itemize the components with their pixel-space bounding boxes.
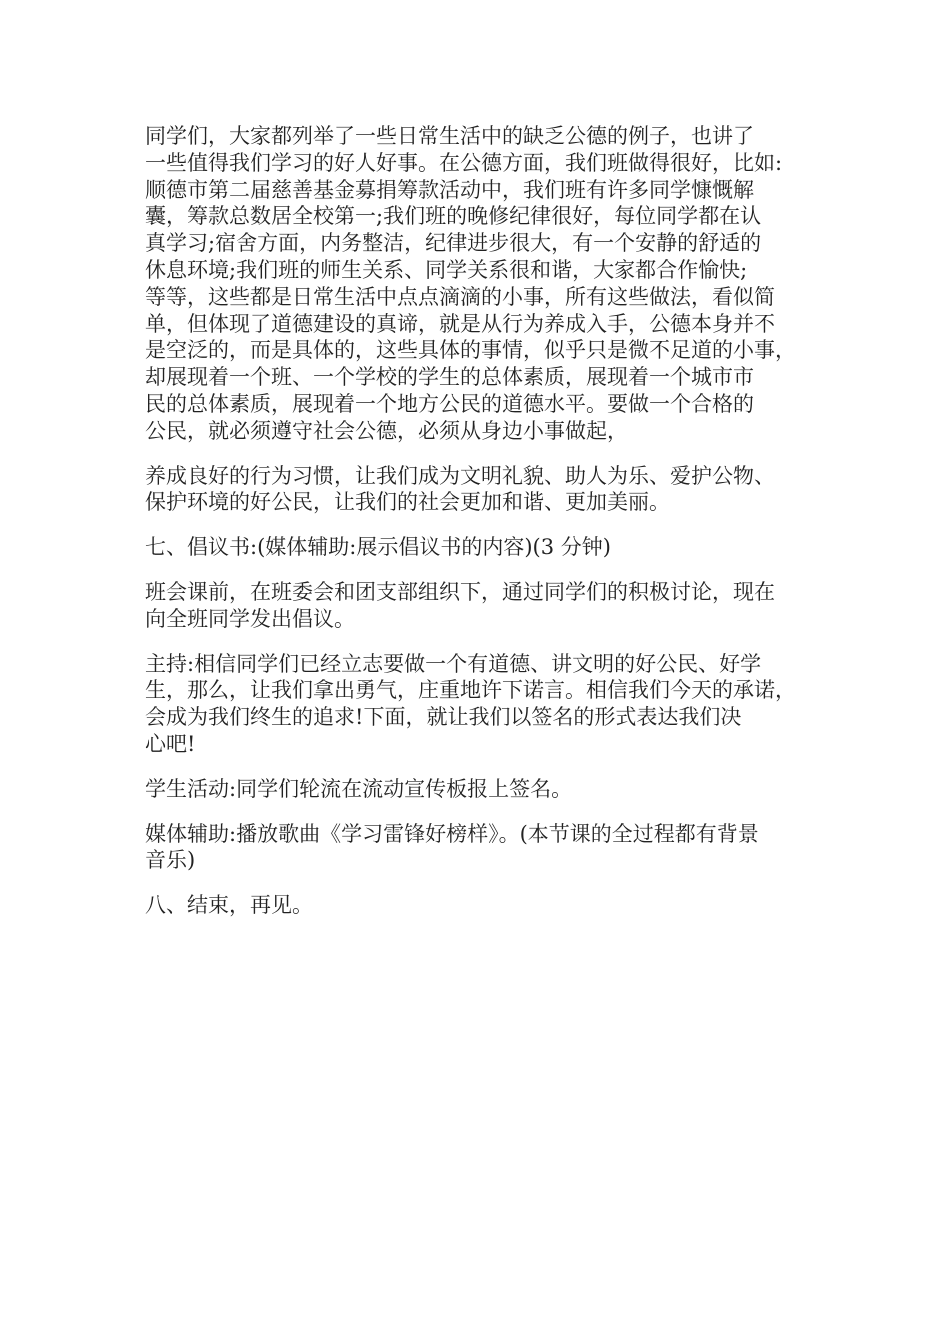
document-body bbox=[145, 123, 815, 937]
paragraph-public-morality: 同学们，大家都列举了一些日常生活中的缺乏公德的例子，也讲了 一些值得我们学习的好人好事。在公德方面，我们班做得很好，比如: 顺德市第二届慈善基金募捐筹款活动中，我们班有许多同学慷慨解 囊，筹款总数居全校第一;我们班的晚修纪律很好，每位同学都在认 真学习;宿舍方面，内务整洁，纪律进步很大，有一个安静的舒适的 休息环境;我们班的师生关系、同学关系很和谐，大家都合作愉快; 等等，这些都是日常生活中点点滴滴的小事，所有这些做法，看似简 单，但体现了道德建设的真谛，就是从行为养成入手，公德本身并不 是空泛的，而是具体的，这些具体的事情，似乎只是微不足道的小事， 却展现着一个班、一个学校的学生的总体素质，展现着一个城市市 民的总体素质，展现着一个地方公民的道德水平。要做一个合格的 公民，就必须遵守社会公德，必须从身边小事做起， bbox=[145, 124, 796, 443]
paragraph-host-speech: 主持:相信同学们已经立志要做一个有道德、讲文明的好公民、好学 生，那么，让我们拿出勇气，庄重地许下诺言。相信我们今天的承诺， 会成为我们终生的追求!下面，就让我们以签名的形式表达我们决 心吧! bbox=[145, 651, 796, 756]
paragraph-media-support: 媒体辅助:播放歌曲《学习雷锋好榜样》。(本节课的全过程都有背景 音乐) bbox=[145, 821, 759, 873]
section-heading-ending: 八、结束，再见。 bbox=[145, 893, 313, 918]
paragraph-student-activity: 学生活动:同学们轮流在流动宣传板报上签名。 bbox=[145, 776, 573, 801]
paragraph-good-habits: 养成良好的行为习惯，让我们成为文明礼貌、助人为乐、爱护公物、 保护环境的好公民，让我们的社会更加和谐、更加美丽。 bbox=[145, 463, 775, 515]
paragraph-proposal-intro: 班会课前，在班委会和团支部组织下，通过同学们的积极讨论，现在 向全班同学发出倡议。 bbox=[145, 579, 775, 631]
section-heading-proposal: 七、倡议书:(媒体辅助:展示倡议书的内容)(3 分钟) bbox=[145, 535, 611, 560]
